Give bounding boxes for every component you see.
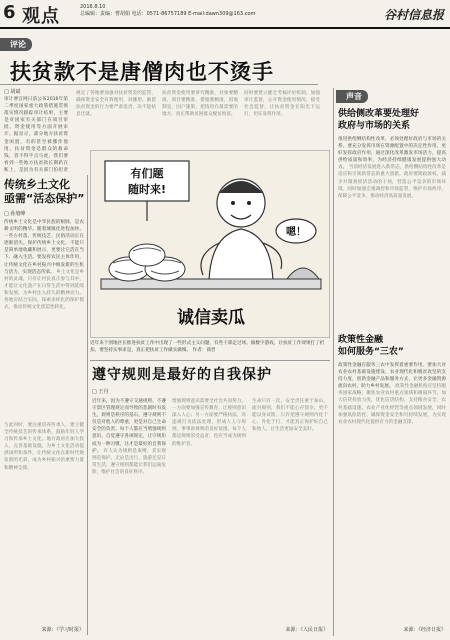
culture-headline-line1: 传统乡土文化 <box>4 178 70 191</box>
cartoon-caption <box>90 340 330 354</box>
section-tag-commentary: 评论 <box>0 38 32 51</box>
top-story-column-3: 扶贫资金使用要讲究精准，对象要精准、项目要精准、措施要精准，因地制宜、因户施策，把钱用在最需要的地方，真正帮助贫困群众脱贫致富。 <box>162 91 238 118</box>
culture-headline-line2: 亟需“活态保护” <box>4 192 85 205</box>
side-item2-title <box>338 334 446 358</box>
column-divider <box>87 175 88 635</box>
culture-story-headline <box>4 178 88 206</box>
side-item2-title-line2: 如何服务“三农” <box>338 347 404 357</box>
side-item1-title <box>338 108 446 132</box>
side-item2-body-text: 政策性金融在服务三农中发挥着重要作用。要加大对农业农村基础设施建设、农业现代化和脱贫攻坚的支持力度，创新金融产品和服务方式，让更多金融资源流向农村，助力乡村发展。 <box>338 363 446 390</box>
side-item1-title-line1: 供给侧改革要处理好 <box>338 109 420 119</box>
cartoon-illustration <box>90 150 330 338</box>
newspaper-name: 谷村信息报 <box>383 8 444 22</box>
editor-contact: 总编辑：责编：曹胡娟 电话：0571-86757189 E-mail:dawn309@163.com <box>80 11 256 17</box>
culture-story-body-cont: 与此同时，要注重培养传承人，建立健全传统技艺的传承体系，鼓励年轻人学习和传承乡土文化。地方政府应加大投入，完善基础设施，为乡土文化活动提供场所和条件，让传统文化在新时代焕发新的光彩，成为乡村振兴的重要力量和精神支撑。 <box>4 423 84 471</box>
top-story-headline: 扶贫款不是唐僧肉也不烫手 <box>10 60 274 84</box>
rules-story-column-3: 生命只有一次，安全责任重于泰山。面对规则，我们不能心存侥幸，更不能以身试险。只有把遵守规则内化于心、外化于行，才能真正保护好自己和他人，让生活更加安全美好。 <box>252 399 328 433</box>
cartoon-title: 诚信卖瓜 <box>177 308 245 328</box>
section-tag-voices: 声音 <box>336 90 368 103</box>
page-number: 6 <box>3 2 16 23</box>
masthead-meta <box>80 4 255 18</box>
culture-story-byline: □ 孙旭峰 <box>4 211 26 217</box>
divider <box>90 360 330 361</box>
cartoon-author: 作者：商晋 <box>192 348 216 353</box>
issue-date: 2016.8.10 <box>80 4 106 10</box>
column-divider <box>333 88 334 636</box>
cartoon-caption-text: 近年来个别地区在推进扶贫工作中出现了一些形式主义问题，有些干部走过场、搞数字游戏，让扶贫工作效果打了折扣。要坚持实事求是，真正把扶贫工作做实做细。 <box>90 341 325 353</box>
cartoon-svg <box>91 151 330 338</box>
culture-story-body: 传统乡土文化是中华民族的根脉，是农耕文明的精华。随着城镇化进程加快，一些古村落、传统技艺、民俗活动正在逐渐消失。保护传统乡土文化，不能只是简单地收藏和展示，更要让它活在当下、融入生活。要发挥农民主体作用，让传统文化在乡村振兴中焕发新的生机与活力，实现活态传承。 乡土文化是乡村的灵魂，只有让村民真正参与其中，才能让文化遗产在日常生活中得到延续和发展，为乡村注入持久的精神动力。各地应结合实际，探索多样化的保护模式，推动传统文化创造性转化。 <box>4 220 84 311</box>
side-column-source: 来源：《经济日报》 <box>403 627 446 633</box>
top-story-byline: □ 胡斌 <box>4 89 21 95</box>
side-item2-body: 政策性金融在服务三农中发挥着重要作用。要加大对农业农村基础设施建设、农业现代化和脱贫攻坚的支持力度，创新金融产品和服务方式，让更多金融资源流向农村，助力乡村发展。 政策性金融机构应坚持服务国家战略，聚焦农业农村重点领域和薄弱环节，加大信贷投放力度，优化信贷结构，支持粮食安全、农村基础设施、农业产业化经营等重点领域发展，同时加强风险防控，确保资金安全和可持续发展，为实现农业农村现代化提供有力的金融支撑。 <box>338 363 446 425</box>
top-story-column-4: 同时要建立健全考核评价机制，加强审计监督，公开资金使用情况，接受社会监督，让扶贫资金在阳光下运行，切实发挥作用。 <box>244 91 320 118</box>
rules-story-column-2: 增强规则意识需要全社会共同努力。一方面要加强宣传教育，让规则意识深入人心；另一方面要严格执法，对违规行为依法处理，形成人人守规则、事事讲规则的良好氛围。每个人都是规则的受益者，也应当成为规则的维护者。 <box>172 399 246 447</box>
rules-story-column-1: 近年来，因为不遵守交通规则、不遵守景区管理规定而导致的悲剧时有发生。规则是秩序的基石，遵守规则不仅是对他人的尊重，更是对自己生命安全的负责。每个人都应当增强规则意识，自觉遵守各项规定，让守规矩成为一种习惯，这才是最好的自我保护。 有人认为规则是束缚，其实规则是保护。无论是出行、旅游还是日常生活，遵守规则都能让我们远离危险，维护社会的良好秩序。 <box>92 399 166 475</box>
side-item2-title-line1: 政策性金融 <box>338 335 384 345</box>
divider <box>0 84 318 85</box>
section-title: 观点 <box>22 6 60 27</box>
rules-story-source: 来源：《人民日报》 <box>285 627 328 633</box>
rules-story-headline: 遵守规则是最好的自我保护 <box>92 367 272 383</box>
top-story-column-1 <box>4 96 68 172</box>
culture-body-text: 传统乡土文化是中华民族的根脉，是农耕文明的精华。随着城镇化进程加快，一些古村落、传统技艺、民俗活动正在逐渐消失。保护传统乡土文化，不能只是简单地收藏和展示，更要让它活在当下、融入生活。要发挥农民主体作用，让传统文化在乡村振兴中焕发新的生机与活力，实现活态传承。 <box>4 220 84 275</box>
rules-story-byline: □ 王丹 <box>92 389 109 395</box>
top-story-column-2: 规定了各地要加强对扶贫资金的监管，确保资金安全有效使用，对挪用、截留扶贫资金的行为要严肃追责，决不能姑息迁就。 <box>76 91 156 118</box>
sign-text-line2: 随时来! <box>127 183 167 196</box>
side-item1-body-text: 推进供给侧结构性改革，必须处理好政府与市场的关系。要充分发挥市场在资源配置中的决定性作用，更好发挥政府作用，通过深化改革激发市场活力，提高供给质量和效率，为经济持续健康发展提供强大动力。 <box>338 137 446 171</box>
masthead-rule <box>0 27 450 29</box>
culture-story-source: 来源：《学习时报》 <box>41 627 84 633</box>
side-item1-body: 推进供给侧结构性改革，必须处理好政府与市场的关系。要充分发挥市场在资源配置中的决定性作用，更好发挥政府作用，通过深化改革激发市场活力，提高供给质量和效率，为经济持续健康发展提供强大动力。 当前经济发展进入新常态，供给侧结构性改革是适应和引领新常态的重大创新。政府要简政放权，减少对微观经济活动的干预，营造公平竞争的市场环境，同时加强宏观调控和市场监管，维护市场秩序，保障公平竞争，推动经济高质量发展。 <box>338 137 446 199</box>
rules-body-text: 近年来，因为不遵守交通规则、不遵守景区管理规定而导致的悲剧时有发生。规则是秩序的基石，遵守规则不仅是对他人的尊重，更是对自己生命安全的负责。每个人都应当增强规则意识，自觉遵守各项规定，让守规矩成为一种习惯，这才是最好的自我保护。 <box>92 399 166 454</box>
masthead <box>0 0 450 28</box>
sign-text-line1: 有们题 <box>130 167 164 180</box>
speech-bubble-text: 嗯！ <box>286 227 306 238</box>
top-story-body: 审计署官网日前公布2016年第二季度国家重大政策措施贯彻落实情况跟踪审计结果，主要是对国家有关部门在项目审批、资金使用等方面开展审计。据显示，部分地方扶贫资金闲置，有的甚至被挪作他用。扶贫资金是群众的救命钱，容不得半点马虎，我们要看到一些地方扶贫款长期趴在账上，是因为有关部门怕担责 <box>4 97 68 172</box>
side-item1-title-line2: 政府与市场的关系 <box>338 121 411 131</box>
